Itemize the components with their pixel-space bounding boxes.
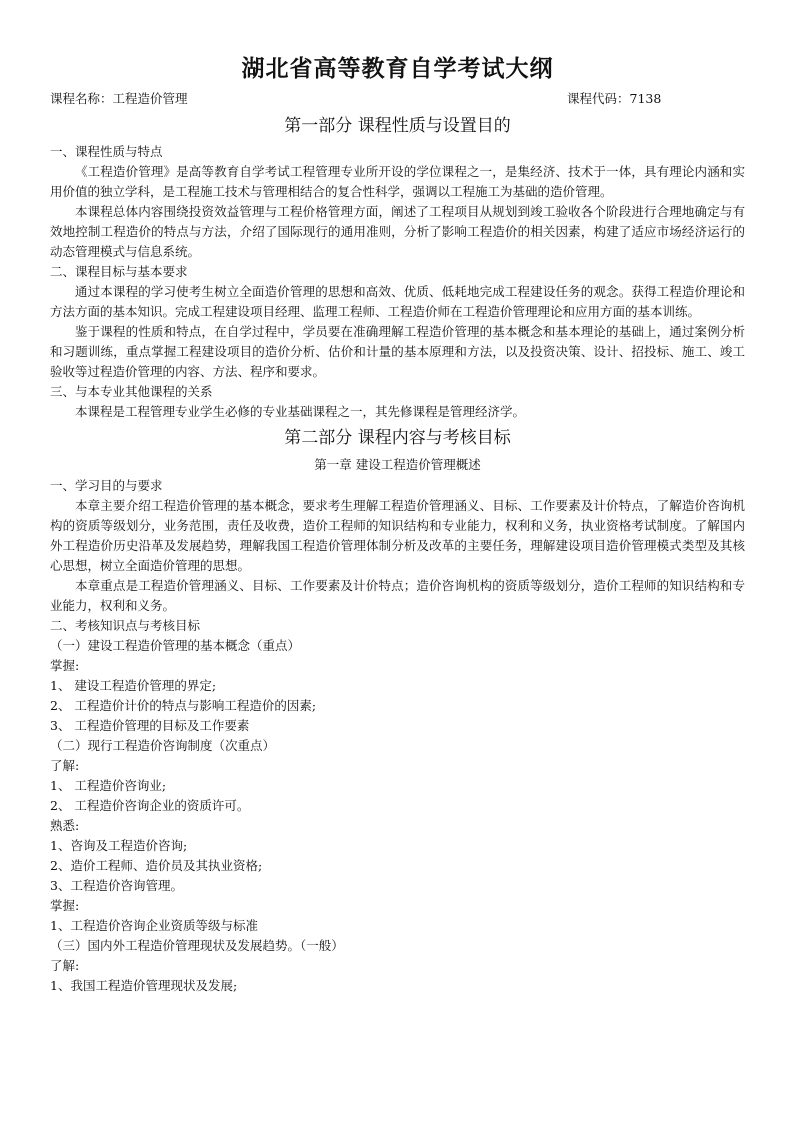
part1-heading: 第一部分 课程性质与设置目的	[284, 116, 511, 136]
section-title: 二、考核知识点与考核目标	[50, 618, 201, 633]
list-line: 3、工程造价咨询管理。	[50, 878, 183, 893]
section-title: 一、课程性质与特点	[50, 144, 163, 159]
paragraph: 通过本课程的学习使考生树立全面造价管理的思想和高效、优质、低耗地完成工程建设任务的观念。获得工程造价理论和方法方面的基本知识。完成工程建设项目经理、监理工程师、工程造价师在工程造价管理理论和应用方面的基本训练。	[50, 284, 745, 319]
list-line: 了解:	[50, 958, 80, 973]
course-name: 课程名称：工程造价管理	[50, 91, 188, 106]
list-line: 2、造价工程师、造价员及其执业资格;	[50, 858, 263, 873]
list-line: （一）建设工程造价管理的基本概念（重点）	[50, 638, 301, 653]
paragraph: 本章重点是工程造价管理涵义、目标、工作要素及计价特点；造价咨询机构的资质等级划分，造价工程师的知识结构和专业能力，权利和义务。	[50, 578, 745, 613]
document-title: 湖北省高等教育自学考试大纲	[241, 56, 554, 82]
paragraph: 鉴于课程的性质和特点，在自学过程中，学员要在准确理解工程造价管理的基本概念和基本理论的基础上，通过案例分析和习题训练，重点掌握工程建设项目的造价分析、估价和计量的基本原理和方法，以及投资决策、设计、招投标、施工、竣工验收等过程造价管理的内容、方法、程序和要求。	[50, 324, 745, 379]
list-line: 1、 工程造价咨询业;	[50, 778, 167, 793]
section-title: 二、课程目标与基本要求	[50, 264, 188, 279]
list-line: （二）现行工程造价咨询制度（次重点）	[50, 738, 276, 753]
list-line: 1、工程造价咨询企业资质等级与标准	[50, 918, 258, 933]
course-code: 课程代码：7138	[567, 91, 662, 106]
paragraph: 本章主要介绍工程造价管理的基本概念，要求考生理解工程造价管理涵义、目标、工作要素及计价特点，了解造价咨询机构的资质等级划分，业务范围，责任及收费，造价工程师的知识结构和专业能力，权利和义务，执业资格考试制度。了解国内外工程造价历史沿革及发展趋势，理解我国工程造价管理体制分析及改革的主要任务，理解建设项目造价管理模式类型及其核心思想，树立全面造价管理的思想。	[50, 498, 745, 573]
paragraph: 本课程是工程管理专业学生必修的专业基础课程之一，其先修课程是管理经济学。	[75, 404, 526, 419]
paragraph: 本课程总体内容围绕投资效益管理与工程价格管理方面，阐述了工程项目从规划到竣工验收各个阶段进行合理地确定与有效地控制工程造价的特点与方法，介绍了国际现行的通用准则，分析了影响工程造价的相关因素，构建了适应市场经济运行的动态管理模式与信息系统。	[50, 204, 745, 259]
document-page	[50, 50, 745, 996]
list-line: 熟悉:	[50, 818, 80, 833]
chapter-heading: 第一章 建设工程造价管理概述	[314, 457, 481, 472]
list-line: 1、我国工程造价管理现状及发展;	[50, 978, 238, 993]
list-line: 掌握:	[50, 898, 80, 913]
list-line: 2、 工程造价咨询企业的资质许可。	[50, 798, 250, 813]
list-line: 3、 工程造价管理的目标及工作要素	[50, 718, 250, 733]
course-meta-row	[50, 88, 745, 110]
part2-heading: 第二部分 课程内容与考核目标	[284, 428, 511, 448]
list-line: 1、 建设工程造价管理的界定;	[50, 678, 217, 693]
paragraph: 《工程造价管理》是高等教育自学考试工程管理专业所开设的学位课程之一，是集经济、技术于一体，具有理论内涵和实用价值的独立学科，是工程施工技术与管理相结合的复合性科学，强调以工程施工为基础的造价管理。	[50, 164, 745, 199]
list-line: 了解:	[50, 758, 80, 773]
section-title: 一、学习目的与要求	[50, 478, 163, 493]
list-line: 掌握:	[50, 658, 80, 673]
list-line: （三）国内外工程造价管理现状及发展趋势。（一般）	[50, 938, 344, 953]
list-line: 1、咨询及工程造价咨询;	[50, 838, 188, 853]
list-line: 2、 工程造价计价的特点与影响工程造价的因素;	[50, 698, 317, 713]
section-title: 三、与本专业其他课程的关系	[50, 384, 213, 399]
